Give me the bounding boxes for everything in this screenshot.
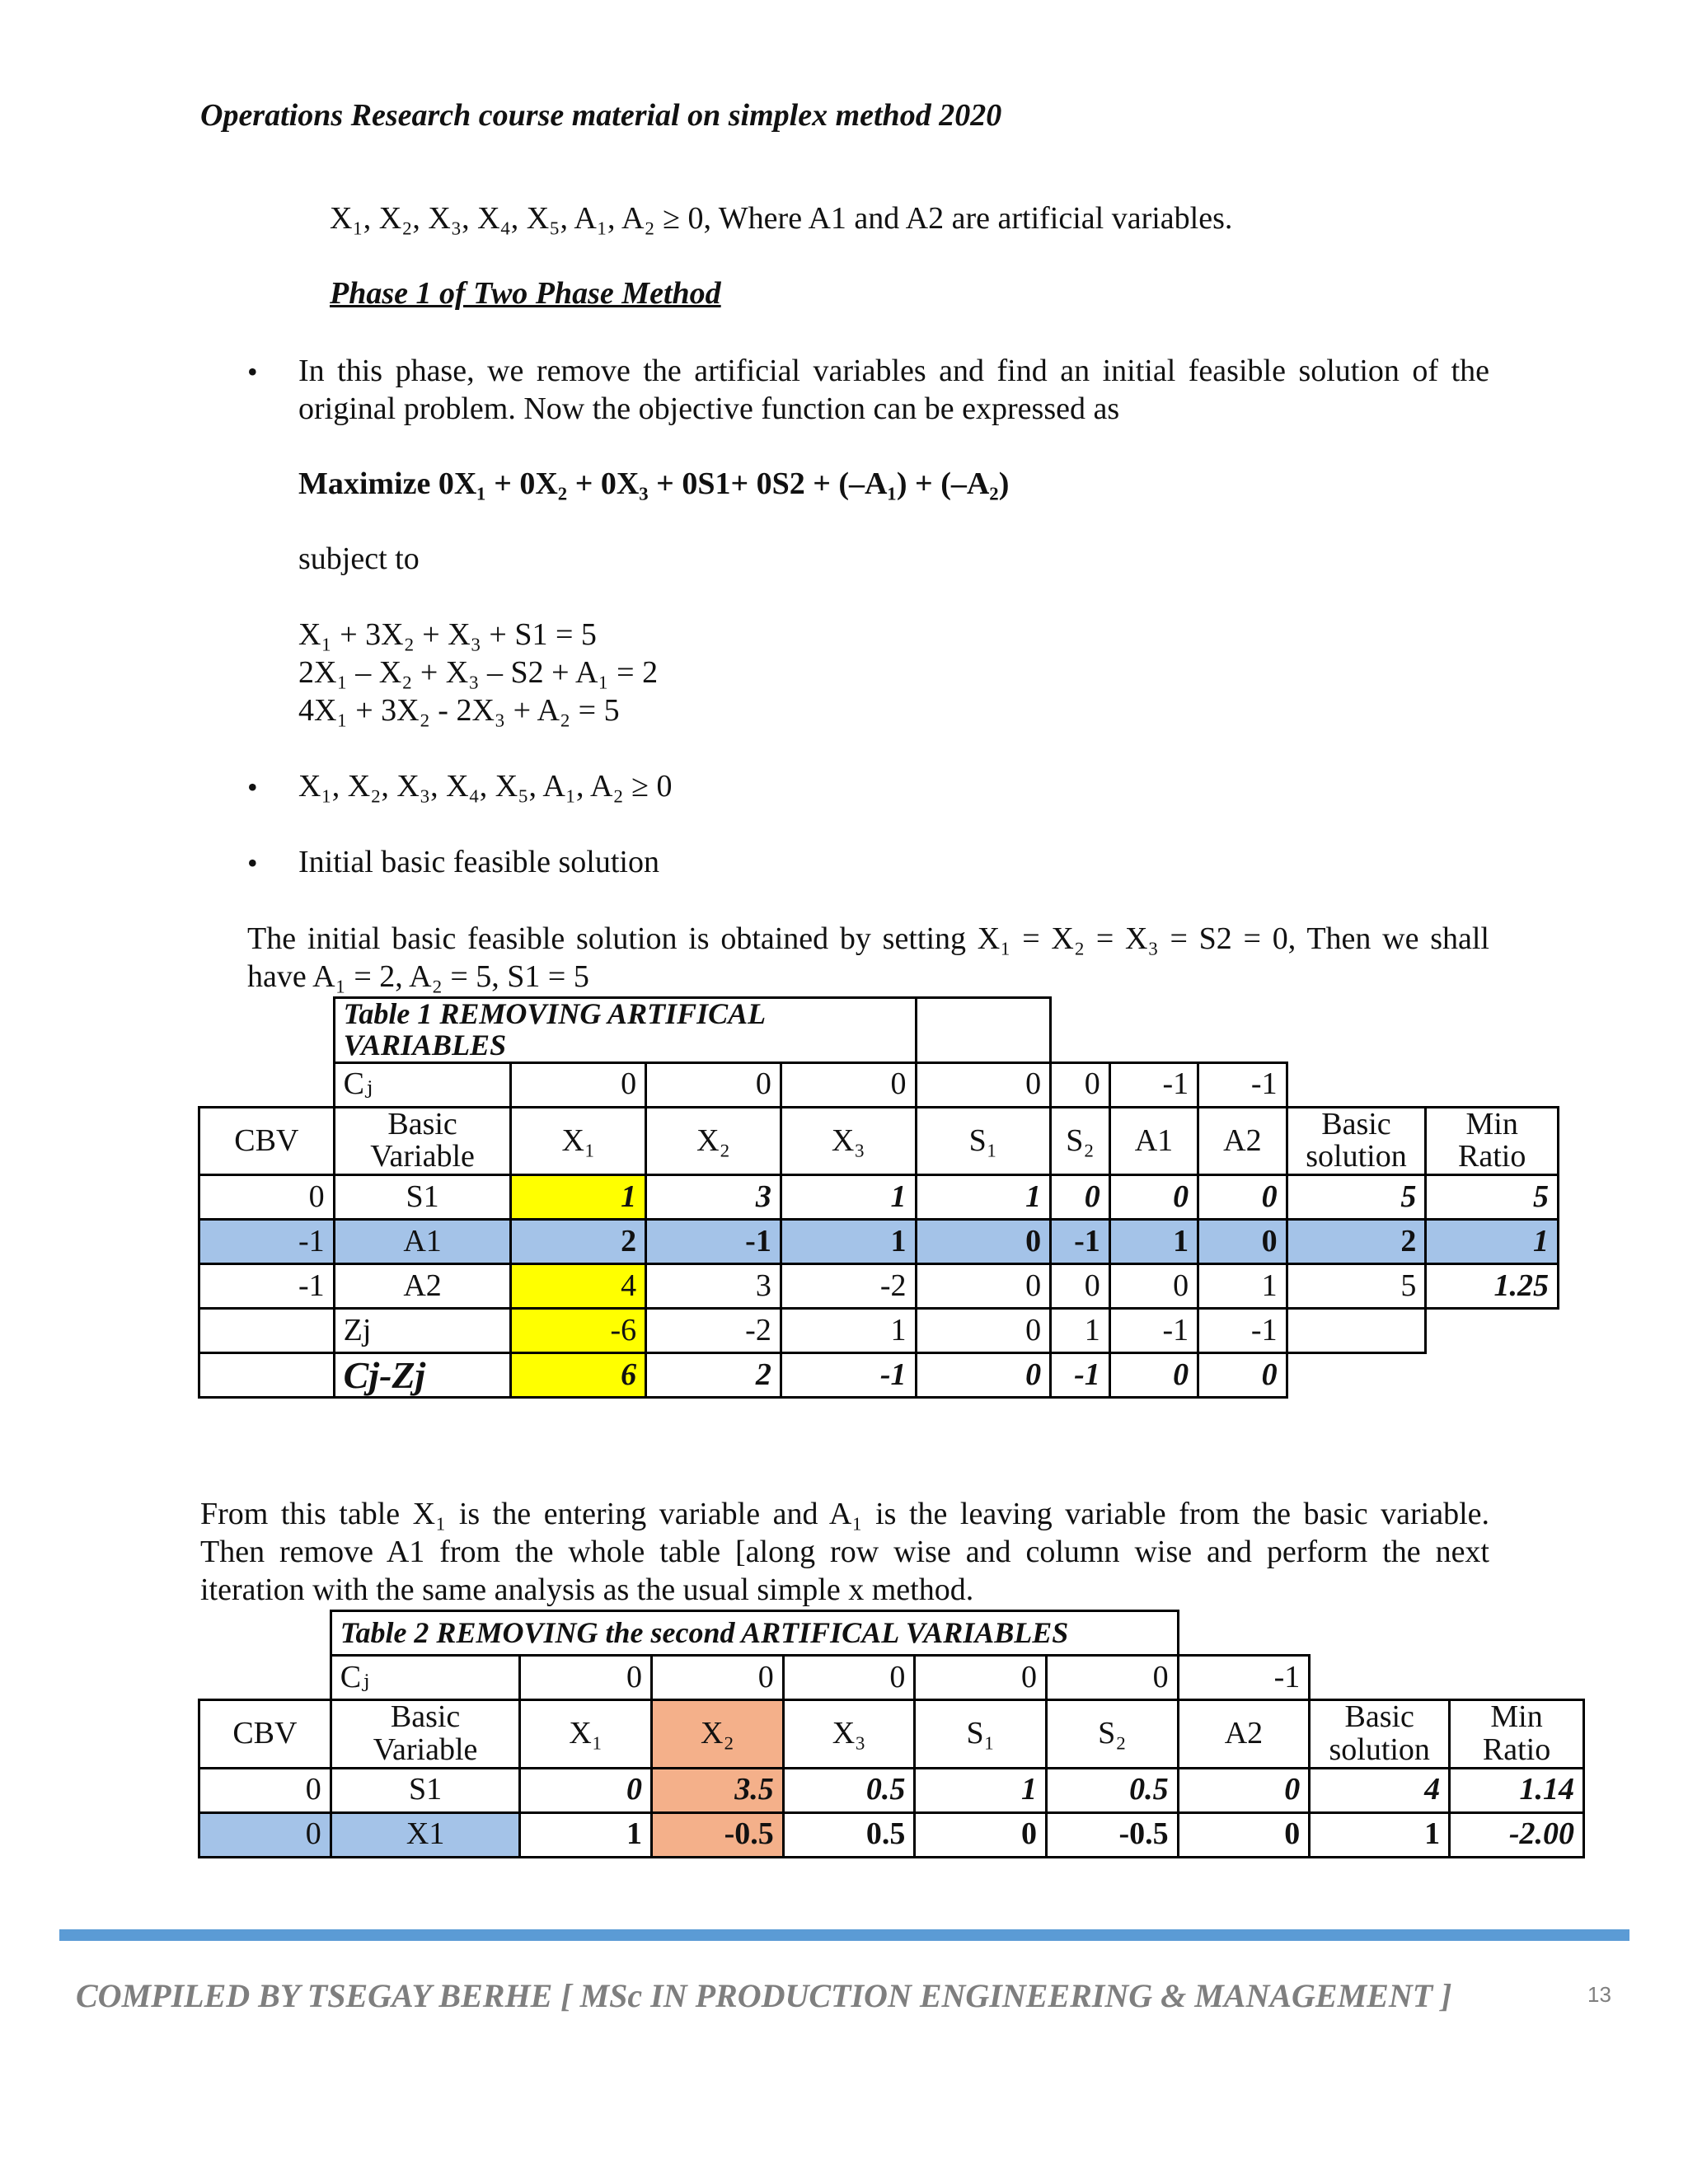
column-header: Basic solution (1287, 1107, 1426, 1175)
footer-divider (59, 1929, 1629, 1941)
cbv-cell: 0 (199, 1175, 335, 1220)
coefficient-cell: 1 (520, 1812, 652, 1857)
analysis-line-2: Then remove A1 from the whole table [along row wise and column wise and perform the next (200, 1535, 1489, 1569)
page-number: 13 (1587, 1982, 1611, 2007)
cj-zj-cell: -1 (781, 1353, 916, 1398)
column-header: S₁ (915, 1700, 1047, 1769)
zj-cell: -2 (646, 1309, 781, 1353)
coefficient-cell: 0 (916, 1264, 1051, 1309)
basic-variable-cell: S1 (334, 1175, 511, 1220)
zj-cell: -6 (511, 1309, 646, 1353)
coefficient-cell: 1 (1198, 1264, 1287, 1309)
cj-zj-cell: 0 (916, 1353, 1051, 1398)
zj-cell: 1 (781, 1309, 916, 1353)
objective-function: Maximize 0X₁ + 0X₂ + 0X₃ + 0S1+ 0S2 + (–A₁) + (–A₂) (298, 466, 1010, 501)
column-header: A2 (1198, 1107, 1287, 1175)
basic-variable-cell: A2 (334, 1264, 511, 1309)
column-header: X₂ (646, 1107, 781, 1175)
phase-title: Phase 1 of Two Phase Method (330, 276, 721, 311)
column-header: X₁ (520, 1700, 652, 1769)
bullet-1-line-2: original problem. Now the objective function can be expressed as (298, 391, 1120, 426)
column-header: S₂ (1051, 1107, 1110, 1175)
basic-variable-cell: S1 (331, 1768, 520, 1812)
coefficient-cell: 0.5 (783, 1768, 915, 1812)
cj-zj-cell: -1 (1051, 1353, 1110, 1398)
coefficient-cell: -0.5 (652, 1812, 784, 1857)
coefficient-cell: 0 (1109, 1264, 1198, 1309)
cj-value: 0 (915, 1656, 1047, 1700)
column-header: X₃ (781, 1107, 916, 1175)
table-row (199, 1812, 1584, 1857)
cj-value: -1 (1178, 1656, 1310, 1700)
coefficient-cell: 1 (781, 1220, 916, 1264)
min-ratio-cell: 5 (1426, 1175, 1559, 1220)
min-ratio-cell: 1 (1426, 1220, 1559, 1264)
constraint-2: 2X₁ – X₂ + X₃ – S2 + A₁ = 2 (298, 655, 659, 690)
zj-label: Zj (334, 1309, 511, 1353)
table-row (199, 1264, 1559, 1309)
coefficient-cell: 2 (511, 1220, 646, 1264)
bullet-marker: • (247, 846, 258, 879)
column-header: S₁ (916, 1107, 1051, 1175)
coefficient-cell: 0 (1178, 1768, 1310, 1812)
coefficient-cell: 3 (646, 1264, 781, 1309)
table-1 (198, 996, 1559, 1399)
coefficient-cell: -2 (781, 1264, 916, 1309)
cbv-cell: -1 (199, 1264, 335, 1309)
bullet-2: X₁, X₂, X₃, X₄, X₅, A₁, A₂ ≥ 0 (298, 769, 673, 804)
basic-solution-cell: 5 (1287, 1264, 1426, 1309)
zj-row (199, 1309, 1559, 1353)
column-header: X₂ (652, 1700, 784, 1769)
table-2 (198, 1610, 1585, 1858)
constraint-1: X₁ + 3X₂ + X₃ + S1 = 5 (298, 617, 597, 652)
cj-zj-cell: 6 (511, 1353, 646, 1398)
coefficient-cell: 0 (1109, 1175, 1198, 1220)
cj-zj-cell: 2 (646, 1353, 781, 1398)
column-header: Basic Variable (334, 1107, 511, 1175)
bullet-marker: • (247, 355, 258, 388)
coefficient-cell: 1 (781, 1175, 916, 1220)
bullet-3: Initial basic feasible solution (298, 845, 659, 879)
basic-variable-cell: A1 (334, 1220, 511, 1264)
column-header: CBV (199, 1107, 335, 1175)
column-header: Basic Variable (331, 1700, 520, 1769)
coefficient-cell: 3 (646, 1175, 781, 1220)
coefficient-cell: 0 (916, 1220, 1051, 1264)
cj-value: 0 (783, 1656, 915, 1700)
table-row (199, 1220, 1559, 1264)
coefficient-cell: 0 (520, 1768, 652, 1812)
cbv-cell: 0 (199, 1812, 331, 1857)
min-ratio-cell: -2.00 (1450, 1812, 1584, 1857)
column-header: CBV (199, 1700, 331, 1769)
basic-solution-cell: 5 (1287, 1175, 1426, 1220)
cj-zj-label: Cj-Zj (334, 1353, 511, 1398)
analysis-line-3: iteration with the same analysis as the usual simple x method. (200, 1572, 974, 1607)
cj-value: 0 (781, 1062, 916, 1107)
column-header: S₂ (1046, 1700, 1178, 1769)
constraint-3: 4X₁ + 3X₂ - 2X₃ + A₂ = 5 (298, 693, 620, 728)
min-ratio-cell: 1.14 (1450, 1768, 1584, 1812)
coefficient-cell: 0 (1051, 1175, 1110, 1220)
coefficient-cell: 0.5 (783, 1812, 915, 1857)
cj-zj-cell: 0 (1198, 1353, 1287, 1398)
basic-solution-cell: 1 (1310, 1812, 1450, 1857)
cj-value: 0 (511, 1062, 646, 1107)
table-1-title-blank (916, 998, 1051, 1063)
coefficient-cell: 1 (1109, 1220, 1198, 1264)
coefficient-cell: -1 (1051, 1220, 1110, 1264)
zj-cell: -1 (1198, 1309, 1287, 1353)
cj-label: Cⱼ (334, 1062, 511, 1107)
coefficient-cell: 0 (1198, 1175, 1287, 1220)
cj-value: -1 (1109, 1062, 1198, 1107)
table-row (199, 1175, 1559, 1220)
min-ratio-cell: 1.25 (1426, 1264, 1559, 1309)
coefficient-cell: 1 (915, 1768, 1047, 1812)
ibfs-line-1: The initial basic feasible solution is obtained by setting X₁ = X₂ = X₃ = S2 = 0, Then we shall (247, 921, 1489, 956)
column-header: Min Ratio (1426, 1107, 1559, 1175)
coefficient-cell: -1 (646, 1220, 781, 1264)
cj-zj-cell: 0 (1109, 1353, 1198, 1398)
coefficient-cell: 0 (1178, 1812, 1310, 1857)
zj-cell: 0 (916, 1309, 1051, 1353)
nonneg-line: X₁, X₂, X₃, X₄, X₅, A₁, A₂ ≥ 0, Where A1 and A2 are artificial variables. (330, 201, 1233, 236)
cj-value: 0 (520, 1656, 652, 1700)
bullet-marker: • (247, 771, 258, 804)
coefficient-cell: 0 (1051, 1264, 1110, 1309)
table-row (199, 1768, 1584, 1812)
coefficient-cell: 3.5 (652, 1768, 784, 1812)
coefficient-cell: 0 (1198, 1220, 1287, 1264)
subject-to: subject to (298, 541, 420, 576)
column-header: Basic solution (1310, 1700, 1450, 1769)
table-1-title: Table 1 REMOVING ARTIFICAL VARIABLES (334, 998, 916, 1063)
coefficient-cell: 1 (916, 1175, 1051, 1220)
page-header: Operations Research course material on simplex method 2020 (200, 98, 1002, 133)
table-2-title: Table 2 REMOVING the second ARTIFICAL VARIABLES (331, 1611, 1178, 1656)
zj-cell: 1 (1051, 1309, 1110, 1353)
cj-value: 0 (646, 1062, 781, 1107)
cbv-cell: 0 (199, 1768, 331, 1812)
column-header: X₃ (783, 1700, 915, 1769)
basic-solution-cell: 4 (1310, 1768, 1450, 1812)
cj-value: 0 (916, 1062, 1051, 1107)
footer-text: COMPILED BY TSEGAY BERHE [ MSc IN PRODUCTION ENGINEERING & MANAGEMENT ] (76, 1977, 1452, 2014)
coefficient-cell: -0.5 (1046, 1812, 1178, 1857)
cj-value: 0 (1046, 1656, 1178, 1700)
column-header: A1 (1109, 1107, 1198, 1175)
zj-cell: -1 (1109, 1309, 1198, 1353)
column-header: A2 (1178, 1700, 1310, 1769)
coefficient-cell: 4 (511, 1264, 646, 1309)
coefficient-cell: 0 (915, 1812, 1047, 1857)
column-header: X₁ (511, 1107, 646, 1175)
basic-solution-cell: 2 (1287, 1220, 1426, 1264)
analysis-line-1: From this table X₁ is the entering variable and A₁ is the leaving variable from the basic variable. (200, 1497, 1489, 1531)
cj-value: 0 (1051, 1062, 1110, 1107)
column-header: Min Ratio (1450, 1700, 1584, 1769)
bullet-1-line-1: In this phase, we remove the artificial variables and find an initial feasible solution of the (298, 354, 1489, 388)
cj-value: 0 (652, 1656, 784, 1700)
coefficient-cell: 1 (511, 1175, 646, 1220)
cj-zj-row (199, 1353, 1559, 1398)
cbv-cell: -1 (199, 1220, 335, 1264)
ibfs-line-2: have A₁ = 2, A₂ = 5, S1 = 5 (247, 959, 589, 994)
cj-label: Cⱼ (331, 1656, 520, 1700)
basic-variable-cell: X1 (331, 1812, 520, 1857)
cj-value: -1 (1198, 1062, 1287, 1107)
coefficient-cell: 0.5 (1046, 1768, 1178, 1812)
